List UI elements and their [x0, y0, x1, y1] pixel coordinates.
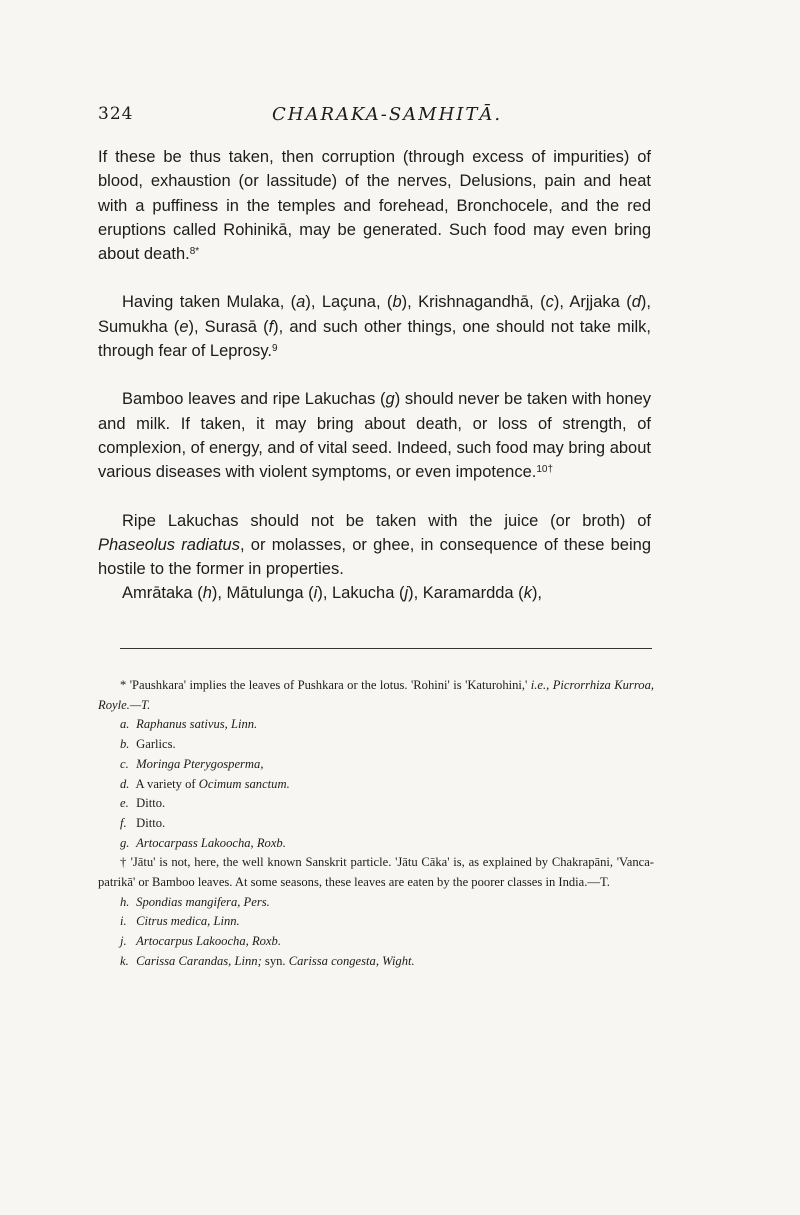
footnote-item: a. Raphanus sativus, Linn. [120, 717, 258, 732]
paragraph-2: Having taken Mulaka, (a), Laçuna, (b), Krishnagandhā, (c), Arjjaka (d), Sumukha (e), Surasā (f), and such other things, one should not take milk, through fear of Leprosy.$^9$ [98, 293, 651, 361]
footnote-ref: 10† [536, 464, 554, 476]
footnote-item: b. Garlics. [120, 737, 176, 752]
paragraph-3: Bamboo leaves and ripe Lakuchas (g) should never be taken with honey and milk. If taken, it may bring about death, or loss of strength, of complexion, of energy, and of vital seed. Indeed, such food may bring about various diseases with violent symptoms, or even impotence.$^{10\dagger}$ [98, 390, 651, 482]
footnote-list-1 [98, 715, 654, 853]
footnote-item: g. Artocarpass Lakoocha, Roxb. [120, 835, 286, 850]
footnote-star: * 'Paushkara' implies the leaves of Pushkara or the lotus. 'Rohini' is 'Katurohini,' i.e., Picrorrhiza Kurroa, Royle.—T. [98, 678, 655, 712]
footnote-dagger: † 'Jātu' is not, here, the well known Sanskrit particle. 'Jātu Cāka' is, as explained by Chakrapāni, 'Vanca-patrikā' or Bamboo leaves. At some seasons, these leaves are eaten by the poorer classes in India.—T. [98, 855, 654, 890]
footnote-item: e. Ditto. [120, 796, 166, 811]
footnotes [98, 676, 654, 972]
footnote-divider [120, 648, 652, 649]
main-text [98, 145, 651, 606]
footnote-item: h. Spondias mangifera, Pers. [120, 894, 270, 909]
footnote-item: f. Ditto. [120, 815, 166, 830]
footnote-item: j. Artocarpus Lakoocha, Roxb. [120, 934, 281, 949]
paragraph-4: Ripe Lakuchas should not be taken with the juice (or broth) of Phaseolus radiatus, or molasses, or ghee, in consequence of these being hostile to the former in properties. [98, 511, 651, 579]
footnote-item: c. Moringa Pterygosperma, [120, 756, 264, 771]
running-title: CHARAKA-SAMHITĀ. [272, 104, 503, 125]
page-number: 324 [98, 104, 134, 124]
footnote-ref: 9 [271, 343, 278, 355]
footnote-ref: 8* [189, 246, 200, 258]
paragraph-5: Amrātaka (h), Mātulunga (i), Lakucha (j), Karamardda (k), [122, 584, 543, 603]
paragraph-1: If these be thus taken, then corruption (through excess of impurities) of blood, exhaustion (or lassitude) of the nerves, Delusions, pain and heat with a puffiness in the temples and forehead, Bronchocele, and the red eruptions called Rohinikā, may be generated. Such food may even bring about death.$^{8*}$ [98, 148, 651, 264]
footnote-item: d. A variety of Ocimum sanctum. [120, 776, 290, 791]
page-header [98, 104, 658, 134]
footnote-item: k. Carissa Carandas, Linn; syn. Carissa congesta, Wight. [120, 953, 415, 968]
footnote-list-2 [98, 893, 654, 972]
footnote-item: i. Citrus medica, Linn. [120, 914, 240, 929]
